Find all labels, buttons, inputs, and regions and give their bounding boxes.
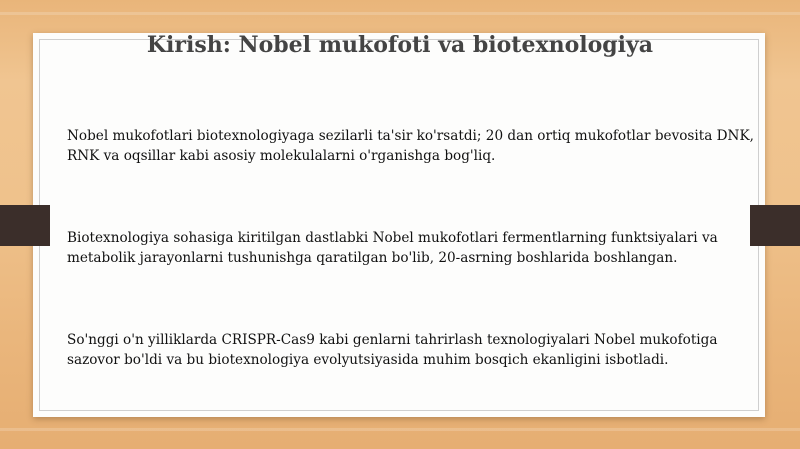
wood-grain xyxy=(0,12,800,15)
slide-paragraph-2: Biotexnologiya sohasiga kiritilgan dastlabki Nobel mukofotlari fermentlarning funktsiyalari va metabolik jarayonlarni tushunishga qaratilgan bo'lib, 20-asrning boshlarida boshlangan. xyxy=(67,230,718,266)
slide-paragraph-3: So'nggi o'n yilliklarda CRISPR-Cas9 kabi genlarni tahrirlash texnologiyalari Nobel mukofotiga sazovor bo'ldi va bu biotexnologiya evolyutsiyasida muhim bosqich ekanligini isbotladi. xyxy=(67,332,718,368)
slide-paragraph-1: Nobel mukofotlari biotexnologiyaga sezilarli ta'sir ko'rsatdi; 20 dan ortiq mukofotlar bevosita DNK, RNK va oqsillar kabi asosiy molekulalarni o'rganishga bog'liq. xyxy=(67,128,754,164)
left-tab-decoration xyxy=(0,205,50,246)
right-tab-decoration xyxy=(750,205,800,246)
wood-grain xyxy=(0,428,800,431)
slide-title: Kirish: Nobel mukofoti va biotexnologiya xyxy=(146,32,654,58)
